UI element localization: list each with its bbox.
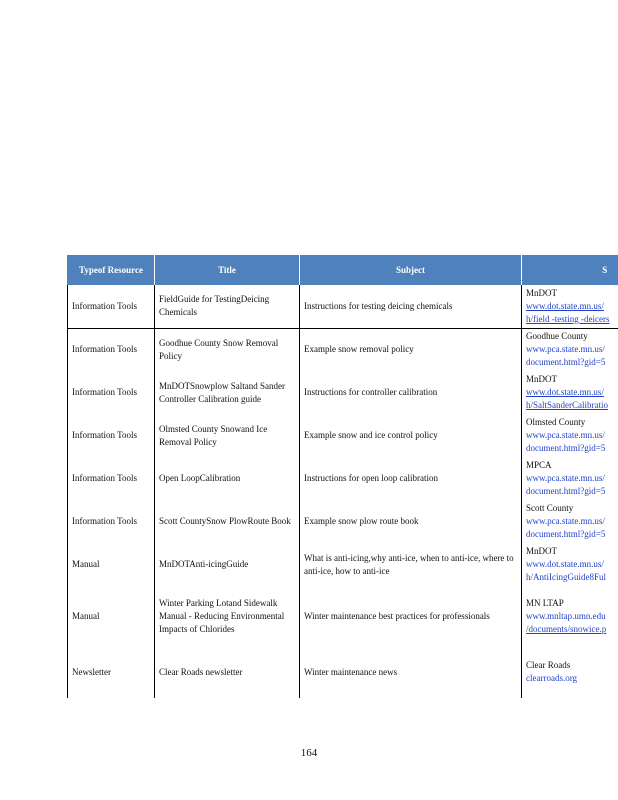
cell-title: Goodhue County Snow Removal Policy [155,328,300,371]
cell-subject: Example snow removal policy [300,328,522,371]
cell-title: Open LoopCalibration [155,457,300,500]
source-name: Goodhue County [526,331,588,342]
cell-subject: Example snow plow route book [300,500,522,543]
cell-type: Information Tools [68,371,155,414]
source-link[interactable]: document.html?gid=5 [526,529,606,539]
cell-subject: Instructions for testing deicing chemicals [300,285,522,328]
cell-source [522,285,618,328]
source-link[interactable]: www.mnltap.umn.edu [526,610,606,621]
table-row [68,586,618,646]
cell-title: Olmsted County Snowand Ice Removal Policy [155,414,300,457]
source-link[interactable]: document.html?gid=5 [526,357,606,368]
source-name: MN LTAP [526,597,564,608]
cell-type: Information Tools [68,328,155,371]
header-type: Typeof Resource [68,255,155,285]
cell-source [522,500,618,543]
cell-source [522,414,618,457]
cell-source [522,328,618,371]
header-source: S [522,255,618,285]
cell-source [522,457,618,500]
source-link[interactable]: www.pca.state.mn.us/ [526,516,605,526]
cell-subject: What is anti-icing,why anti-ice, when to anti-ice, where to anti-ice, how to anti-ice [300,543,522,586]
page-number: 164 [300,747,318,759]
source-name: MnDOT [526,374,557,384]
table-row [68,543,618,586]
source-name: MnDOT [526,546,557,556]
header-title: Title [155,255,300,285]
source-link[interactable]: h/field -testing -deicers [526,313,610,324]
source-link[interactable]: www.pca.state.mn.us/ [526,473,605,483]
source-name: MPCA [526,460,552,470]
cell-type: Information Tools [68,285,155,328]
table-row [68,457,618,500]
header-subject: Subject [300,255,522,285]
table-row [68,500,618,543]
cell-type: Manual [68,543,155,586]
source-name: MnDOT [526,287,557,298]
cell-source [522,586,618,646]
cell-subject: Winter maintenance best practices for professionals [300,586,522,646]
cell-source [522,371,618,414]
cell-subject: Instructions for controller calibration [300,371,522,414]
cell-subject: Winter maintenance news [300,646,522,698]
source-link[interactable]: h/SaltSanderCalibratio [526,400,608,410]
resource-table [67,255,618,698]
resource-table-container [67,255,618,698]
cell-title: Clear Roads newsletter [155,646,300,698]
cell-type: Information Tools [68,500,155,543]
cell-type: Newsletter [68,646,155,698]
source-link[interactable]: document.html?gid=5 [526,443,606,453]
table-row [68,646,618,698]
cell-type: Information Tools [68,457,155,500]
table-row [68,328,618,371]
cell-title: FieldGuide for TestingDeicing Chemicals [155,285,300,328]
source-link[interactable]: document.html?gid=5 [526,486,606,496]
cell-title: Winter Parking Lotand Sidewalk Manual - Reducing Environmental Impacts of Chlorides [155,586,300,646]
cell-subject: Example snow and ice control policy [300,414,522,457]
table-row [68,371,618,414]
cell-source [522,646,618,698]
source-link[interactable]: www.dot.state.mn.us/ [526,559,604,569]
source-name: Scott County [526,503,574,513]
source-link[interactable]: www.dot.state.mn.us/ [526,300,604,311]
cell-source [522,543,618,586]
cell-subject: Instructions for open loop calibration [300,457,522,500]
source-link[interactable]: clearroads.org [526,673,578,683]
cell-title: MnDOTSnowplow Saltand Sander Controller Calibration guide [155,371,300,414]
source-link[interactable]: /documents/snowice.p [526,623,607,634]
source-name: Clear Roads [526,660,571,670]
cell-title: MnDOTAnti-icingGuide [155,543,300,586]
source-link[interactable]: www.pca.state.mn.us/ [526,430,605,440]
source-link[interactable]: h/AntiIcingGuide8Ful [526,572,606,582]
table-row [68,285,618,328]
cell-title: Scott CountySnow PlowRoute Book [155,500,300,543]
source-name: Olmsted County [526,417,586,427]
source-link[interactable]: www.dot.state.mn.us/ [526,387,604,397]
source-link[interactable]: www.pca.state.mn.us/ [526,344,605,355]
cell-type: Manual [68,586,155,646]
table-header-row [68,255,618,285]
table-row [68,414,618,457]
cell-type: Information Tools [68,414,155,457]
